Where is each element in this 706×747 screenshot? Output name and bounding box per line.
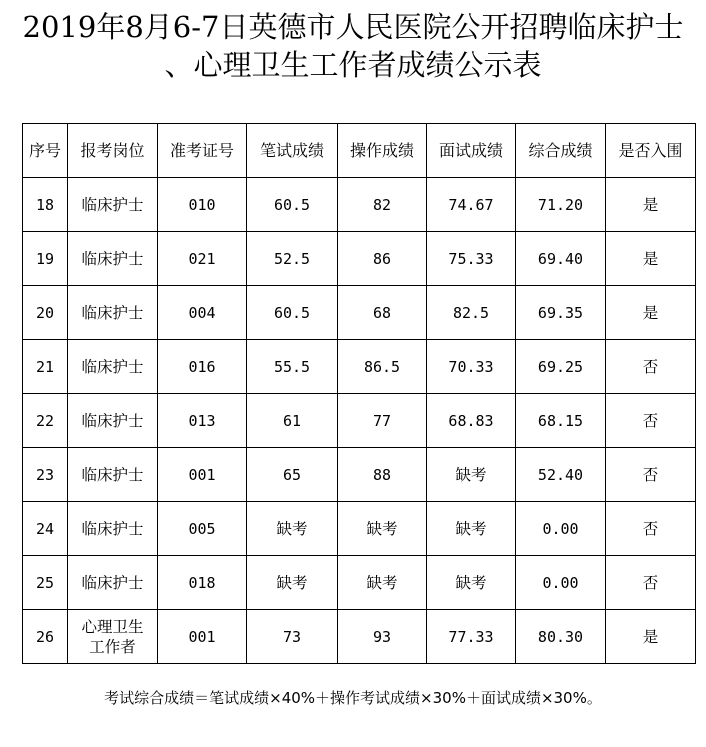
cell-serial: 19 [23,232,68,286]
cell-position: 临床护士 [68,556,158,610]
cell-serial: 20 [23,286,68,340]
document-title-line-2: 、心理卫生工作者成绩公示表 [164,48,542,82]
cell-total-score: 52.40 [516,448,606,502]
table-header-row [23,124,696,178]
cell-ticket-number: 021 [158,232,247,286]
table-row [23,178,696,232]
cell-ticket-number: 001 [158,610,247,664]
cell-interview-score: 缺考 [427,448,516,502]
cell-written-score: 55.5 [247,340,338,394]
cell-shortlisted: 是 [606,232,696,286]
cell-written-score: 缺考 [247,502,338,556]
cell-ticket-number: 001 [158,448,247,502]
cell-shortlisted: 否 [606,502,696,556]
cell-interview-score: 68.83 [427,394,516,448]
cell-serial: 23 [23,448,68,502]
cell-shortlisted: 否 [606,448,696,502]
cell-shortlisted: 是 [606,178,696,232]
cell-serial: 25 [23,556,68,610]
cell-written-score: 65 [247,448,338,502]
cell-practical-score: 86.5 [338,340,427,394]
score-formula-note: 考试综合成绩＝笔试成绩×40%＋操作考试成绩×30%＋面试成绩×30%。 [104,689,602,707]
document-title-line-1: 2019年8月6-7日英德市人民医院公开招聘临床护士 [22,10,684,44]
cell-interview-score: 82.5 [427,286,516,340]
table-row [23,340,696,394]
cell-ticket-number: 004 [158,286,247,340]
header-serial: 序号 [23,124,68,178]
table-row [23,286,696,340]
header-interview-score: 面试成绩 [427,124,516,178]
table-row [23,394,696,448]
cell-position: 临床护士 [68,232,158,286]
cell-shortlisted: 是 [606,286,696,340]
cell-ticket-number: 010 [158,178,247,232]
cell-practical-score: 缺考 [338,556,427,610]
scores-table [22,123,696,664]
header-ticket-number: 准考证号 [158,124,247,178]
cell-position: 临床护士 [68,502,158,556]
cell-written-score: 73 [247,610,338,664]
cell-total-score: 69.25 [516,340,606,394]
cell-interview-score: 缺考 [427,502,516,556]
table-row [23,502,696,556]
cell-practical-score: 68 [338,286,427,340]
cell-practical-score: 86 [338,232,427,286]
cell-total-score: 69.35 [516,286,606,340]
cell-shortlisted: 是 [606,610,696,664]
table-row [23,448,696,502]
header-shortlisted: 是否入围 [606,124,696,178]
table-body [23,178,696,664]
table-row [23,610,696,664]
cell-total-score: 0.00 [516,556,606,610]
cell-total-score: 0.00 [516,502,606,556]
cell-total-score: 68.15 [516,394,606,448]
cell-position: 心理卫生 工作者 [68,610,158,664]
cell-shortlisted: 否 [606,394,696,448]
cell-serial: 26 [23,610,68,664]
cell-position: 临床护士 [68,448,158,502]
cell-serial: 24 [23,502,68,556]
cell-practical-score: 82 [338,178,427,232]
cell-position: 临床护士 [68,394,158,448]
cell-interview-score: 74.67 [427,178,516,232]
cell-ticket-number: 005 [158,502,247,556]
cell-practical-score: 88 [338,448,427,502]
cell-interview-score: 70.33 [427,340,516,394]
cell-written-score: 60.5 [247,178,338,232]
cell-position: 临床护士 [68,340,158,394]
cell-position: 临床护士 [68,178,158,232]
table-row [23,556,696,610]
cell-written-score: 61 [247,394,338,448]
cell-total-score: 80.30 [516,610,606,664]
header-total-score: 综合成绩 [516,124,606,178]
cell-written-score: 60.5 [247,286,338,340]
cell-ticket-number: 013 [158,394,247,448]
header-position: 报考岗位 [68,124,158,178]
cell-shortlisted: 否 [606,556,696,610]
cell-serial: 18 [23,178,68,232]
cell-total-score: 71.20 [516,178,606,232]
table-row [23,232,696,286]
cell-practical-score: 93 [338,610,427,664]
cell-position: 临床护士 [68,286,158,340]
cell-serial: 22 [23,394,68,448]
cell-serial: 21 [23,340,68,394]
cell-total-score: 69.40 [516,232,606,286]
cell-written-score: 缺考 [247,556,338,610]
cell-interview-score: 缺考 [427,556,516,610]
cell-interview-score: 77.33 [427,610,516,664]
cell-ticket-number: 016 [158,340,247,394]
cell-practical-score: 77 [338,394,427,448]
cell-shortlisted: 否 [606,340,696,394]
header-written-score: 笔试成绩 [247,124,338,178]
cell-interview-score: 75.33 [427,232,516,286]
cell-ticket-number: 018 [158,556,247,610]
cell-practical-score: 缺考 [338,502,427,556]
header-practical-score: 操作成绩 [338,124,427,178]
cell-written-score: 52.5 [247,232,338,286]
